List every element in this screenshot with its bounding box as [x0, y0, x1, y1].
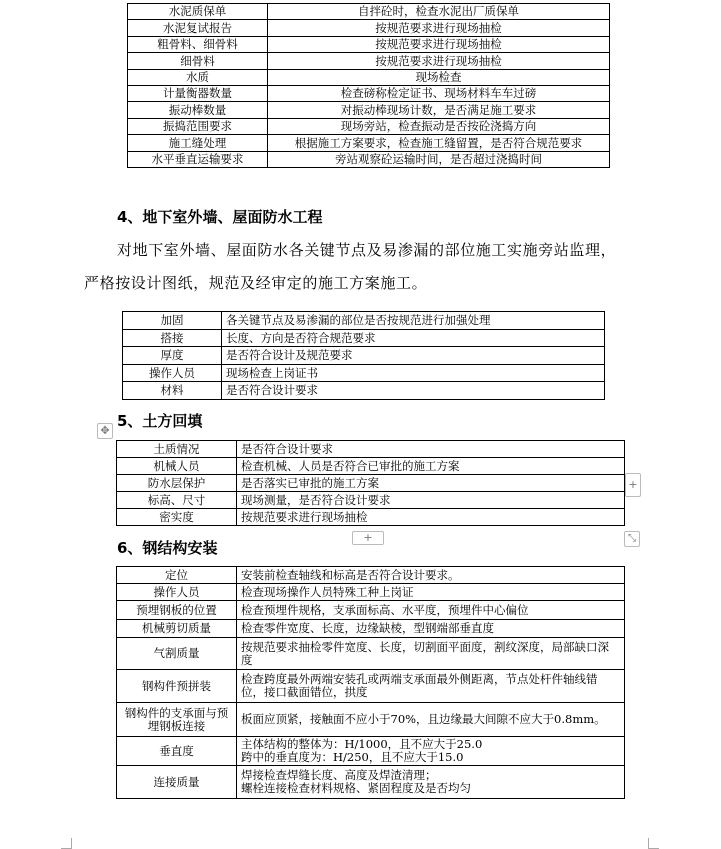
item-cell: 振动棒数量	[128, 102, 268, 119]
section5-heading: 5、土方回填	[117, 412, 203, 430]
table-row	[117, 584, 625, 601]
table-row	[123, 347, 605, 365]
item-cell: 密实度	[117, 509, 237, 526]
table-row	[128, 119, 610, 135]
table-row	[117, 766, 625, 799]
item-cell: 防水层保护	[117, 475, 237, 492]
item-cell: 水质	[128, 70, 268, 86]
table-row	[123, 312, 605, 330]
item-cell: 搭接	[123, 330, 222, 347]
requirement-cell: 检查预埋件规格，支承面标高、水平度，预埋件中心偏位	[237, 601, 625, 620]
table-row	[117, 601, 625, 620]
section4-paragraph-line1: 对地下室外墙、屋面防水各关键节点及易渗漏的部位施工实施旁站监理，	[117, 241, 617, 259]
table-row	[128, 37, 610, 53]
requirement-cell: 检查现场操作人员特殊工种上岗证	[237, 584, 625, 601]
requirement-cell: 按规范要求进行现场抽检	[268, 37, 610, 53]
item-cell: 机械人员	[117, 458, 237, 475]
requirement-cell: 检查跨度最外两端安装孔或两端支承面最外侧距离，节点处杆件轴线错位，接口截面错位，拱度	[237, 670, 625, 703]
section6-heading: 6、钢结构安装	[117, 539, 218, 557]
table-row	[117, 475, 625, 492]
backfill-inspection-table[interactable]	[116, 440, 625, 526]
table-row	[117, 441, 625, 458]
item-cell: 水平垂直运输要求	[128, 152, 268, 168]
requirement-cell: 检查磅称检定证书、现场材料车车过磅	[268, 86, 610, 102]
item-cell: 水泥质保单	[128, 4, 268, 20]
table-row	[123, 365, 605, 382]
table-row	[123, 382, 605, 400]
table-row	[117, 737, 625, 766]
requirement-cell: 是否符合设计要求	[222, 382, 605, 400]
table-row	[117, 620, 625, 638]
item-cell: 振捣范围要求	[128, 119, 268, 135]
item-cell: 气割质量	[117, 638, 237, 670]
item-cell: 土质情况	[117, 441, 237, 458]
item-cell: 操作人员	[123, 365, 222, 382]
requirement-cell: 长度、方向是否符合规范要求	[222, 330, 605, 347]
item-cell: 预埋钢板的位置	[117, 601, 237, 620]
requirement-cell: 板面应顶紧，接触面不应小于70%，且边缘最大间隙不应大于0.8mm。	[237, 703, 625, 737]
item-cell: 钢构件的支承面与预埋钢板连接	[117, 703, 237, 737]
table-row	[123, 330, 605, 347]
item-cell: 厚度	[123, 347, 222, 365]
steel-structure-inspection-table	[116, 566, 625, 799]
table-row	[117, 458, 625, 475]
item-cell: 粗骨料、细骨料	[128, 37, 268, 53]
table-row	[128, 70, 610, 86]
add-column-plus-icon[interactable]: +	[625, 473, 641, 497]
add-row-plus-icon[interactable]: +	[352, 531, 384, 545]
requirement-cell: 是否符合设计及规范要求	[222, 347, 605, 365]
item-cell: 标高、尺寸	[117, 492, 237, 509]
table-row	[128, 53, 610, 70]
table-row	[117, 638, 625, 670]
item-cell: 机械剪切质量	[117, 620, 237, 638]
table-row	[128, 4, 610, 20]
requirement-cell: 是否符合设计要求	[237, 441, 625, 458]
item-cell: 施工缝处理	[128, 135, 268, 152]
move-handle-icon[interactable]: ✥	[97, 423, 113, 439]
table-row	[117, 492, 625, 509]
item-cell: 定位	[117, 567, 237, 584]
requirement-cell: 根据施工方案要求，检查施工缝留置，是否符合规范要求	[268, 135, 610, 152]
concrete-inspection-table	[127, 3, 610, 168]
section4-paragraph-line2: 严格按设计图纸，规范及经审定的施工方案施工。	[84, 274, 428, 292]
table-row	[128, 86, 610, 102]
item-cell: 连接质量	[117, 766, 237, 799]
requirement-cell: 检查机械、人员是否符合已审批的施工方案	[237, 458, 625, 475]
table-row	[117, 703, 625, 737]
item-cell: 水泥复试报告	[128, 20, 268, 37]
requirement-cell: 按规范要求抽检零件宽度、长度，切割面平面度，割纹深度，局部缺口深度	[237, 638, 625, 670]
requirement-cell: 现场旁站，检查振动是否按砼浇捣方向	[268, 119, 610, 135]
item-cell: 计量衡器数量	[128, 86, 268, 102]
item-cell: 钢构件预拼装	[117, 670, 237, 703]
item-cell: 材料	[123, 382, 222, 400]
requirement-cell: 现场测量，是否符合设计要求	[237, 492, 625, 509]
table-row	[128, 152, 610, 168]
table-row	[128, 20, 610, 37]
page-corner-mark-left	[61, 838, 72, 849]
item-cell: 细骨料	[128, 53, 268, 70]
requirement-cell: 是否落实已审批的施工方案	[237, 475, 625, 492]
requirement-cell: 安装前检查轴线和标高是否符合设计要求。	[237, 567, 625, 584]
requirement-cell: 检查零件宽度、长度，边缘缺棱，型钢端部垂直度	[237, 620, 625, 638]
requirement-cell: 旁站观察砼运输时间，是否超过浇捣时间	[268, 152, 610, 168]
requirement-cell: 按规范要求进行现场抽检	[268, 53, 610, 70]
waterproofing-inspection-table	[122, 311, 605, 400]
table-row	[128, 135, 610, 152]
table-row	[117, 509, 625, 526]
item-cell: 垂直度	[117, 737, 237, 766]
requirement-cell: 按规范要求进行现场抽检	[268, 20, 610, 37]
section4-heading: 4、地下室外墙、屋面防水工程	[117, 208, 323, 226]
requirement-cell: 主体结构的整体为：H/1000，且不应大于25.0 跨中的垂直度为：H/250，且不应大于15.0	[237, 737, 625, 766]
requirement-cell: 自拌砼时，检查水泥出厂质保单	[268, 4, 610, 20]
requirement-cell: 各关键节点及易渗漏的部位是否按规范进行加强处理	[222, 312, 605, 330]
requirement-cell: 现场检查上岗证书	[222, 365, 605, 382]
item-cell: 操作人员	[117, 584, 237, 601]
page-corner-mark-right	[648, 838, 659, 849]
requirement-cell: 按规范要求进行现场抽检	[237, 509, 625, 526]
requirement-cell: 现场检查	[268, 70, 610, 86]
table-row	[117, 670, 625, 703]
resize-table-icon[interactable]: ⤡	[624, 531, 640, 547]
requirement-cell: 对振动棒现场计数，是否满足施工要求	[268, 102, 610, 119]
table-row	[117, 567, 625, 584]
requirement-cell: 焊接检查焊缝长度、高度及焊渣清理； 螺栓连接检查材料规格、紧固程度及是否均匀	[237, 766, 625, 799]
item-cell: 加固	[123, 312, 222, 330]
table-row	[128, 102, 610, 119]
